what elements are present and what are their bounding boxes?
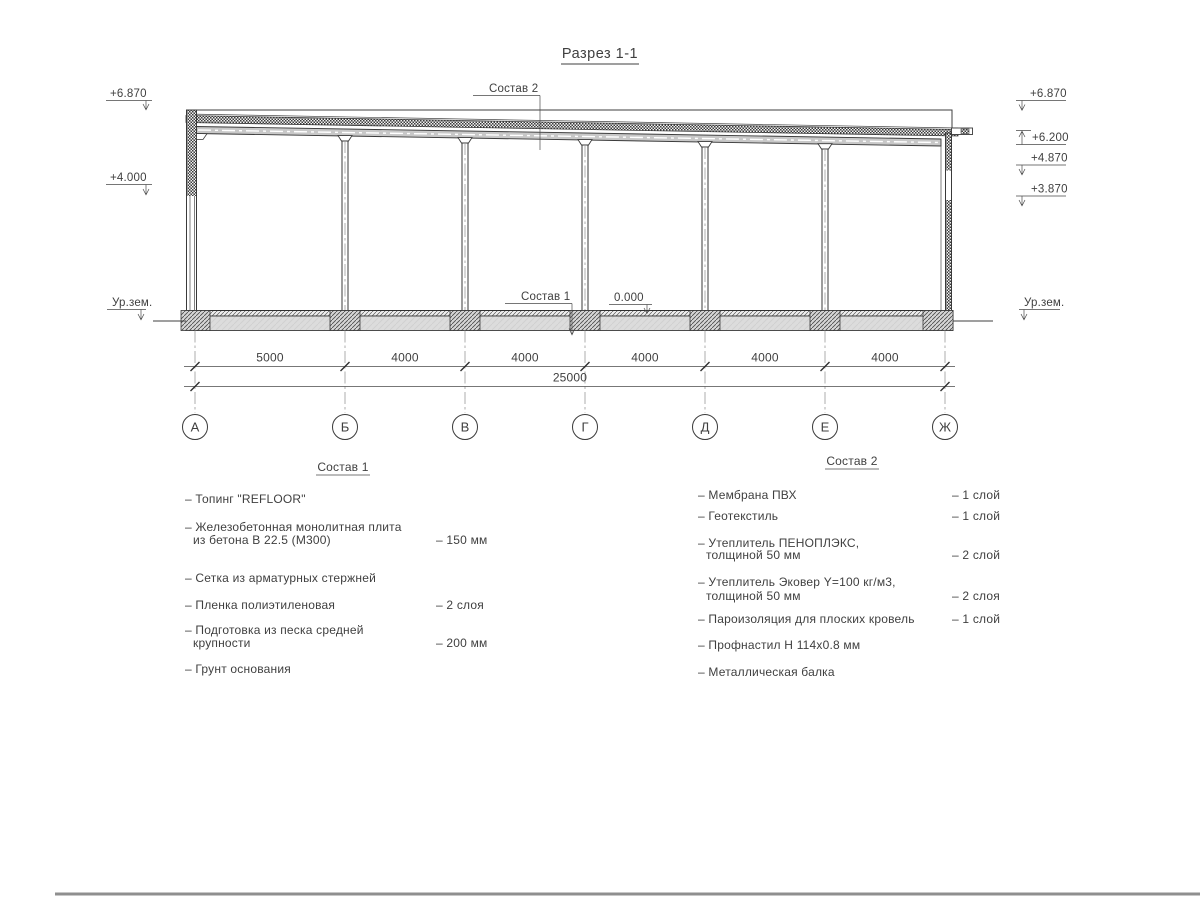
foundation-block xyxy=(330,311,360,331)
right-wall-hatch-top xyxy=(946,134,951,171)
sostav1-heading: Состав 1 xyxy=(317,460,369,474)
elevation-label: +4.870 xyxy=(1031,152,1068,165)
elevation-marks-left xyxy=(106,88,152,320)
column-capital xyxy=(818,144,832,149)
span-dim-label: 4000 xyxy=(871,350,899,365)
column-capital xyxy=(578,140,592,145)
left-wall-hatch xyxy=(187,111,196,197)
list-item-value: – 2 слоя xyxy=(952,589,1000,603)
list-item: – Утеплитель ПЕНОПЛЭКС, xyxy=(698,536,860,550)
span-dim-label: 5000 xyxy=(256,350,284,365)
foundation-block xyxy=(690,311,720,331)
column-capital xyxy=(698,142,712,147)
title-block xyxy=(561,46,639,64)
columns xyxy=(338,136,832,311)
total-dim-label: 25000 xyxy=(552,370,588,385)
sostav1-list xyxy=(185,460,487,676)
axis-bubbles xyxy=(183,415,958,440)
list-item: – Подготовка из песка средней xyxy=(185,623,364,637)
axis-label: А xyxy=(190,419,200,435)
list-item-value: – 2 слой xyxy=(952,548,1001,562)
foundation-block xyxy=(810,311,840,331)
list-item-value: – 1 слой xyxy=(952,612,1001,626)
list-item: – Пароизоляция для плоских кровель xyxy=(698,612,915,626)
left-wall xyxy=(187,110,208,311)
right-wall-hatch-bottom xyxy=(946,200,951,311)
elevation-label: +6.870 xyxy=(110,88,147,100)
list-item: – Топинг "REFLOOR" xyxy=(185,492,306,506)
list-item: – Пленка полиэтиленовая xyxy=(185,598,336,612)
axis-label: Е xyxy=(820,419,830,435)
elevation-marks-right xyxy=(1016,88,1069,320)
elevation-label: +6.200 xyxy=(1032,132,1069,144)
list-item-line2: толщиной 50 мм xyxy=(706,589,801,603)
right-wall xyxy=(941,133,953,331)
column-capital xyxy=(338,136,352,141)
list-item-value: – 1 слой xyxy=(952,509,1001,523)
zero-level-label: 0.000 xyxy=(614,292,644,304)
ground-level-mark xyxy=(1019,310,1060,320)
list-item-line2: крупности xyxy=(193,636,251,650)
sostav2-heading: Состав 2 xyxy=(826,454,878,468)
list-item-line2: из бетона В 22.5 (М300) xyxy=(193,533,331,547)
list-item: – Мембрана ПВХ xyxy=(698,488,797,502)
ground-level-mark xyxy=(107,310,146,320)
drawing-title: Разрез 1-1 xyxy=(561,46,639,62)
span-dim-label: 4000 xyxy=(751,350,779,365)
list-item-value: – 2 слоя xyxy=(436,598,484,612)
span-dim-label: 4000 xyxy=(511,350,539,365)
list-item: – Сетка из арматурных стержней xyxy=(185,571,377,585)
elevation-mark-down xyxy=(106,101,152,110)
list-item: – Утеплитель Эковер Y=100 кг/м3, xyxy=(698,575,896,589)
sostav2-list xyxy=(698,454,1000,679)
axis-label: В xyxy=(460,419,470,435)
span-dim-label: 4000 xyxy=(391,350,419,365)
axis-label: Ж xyxy=(938,419,952,435)
foundation-block xyxy=(450,311,480,331)
elevation-label: +4.000 xyxy=(110,172,147,184)
floor-composition-callout: Состав 1 xyxy=(521,291,571,303)
span-dim-label: 4000 xyxy=(631,350,659,365)
ground-level-label: Ур.зем. xyxy=(112,297,153,309)
axis-label: Б xyxy=(340,419,350,435)
elevation-label: +6.870 xyxy=(1030,88,1067,100)
column-capital xyxy=(458,138,472,143)
elevation-mark-down xyxy=(106,185,152,195)
elevation-mark-down xyxy=(1016,101,1066,111)
elevation-mark-down xyxy=(1016,165,1066,175)
list-item-value: – 1 слой xyxy=(952,488,1001,502)
axis-label: Д xyxy=(700,419,710,435)
list-item: – Грунт основания xyxy=(185,662,291,676)
axis-label: Г xyxy=(581,419,589,435)
floor-slab xyxy=(153,311,993,331)
left-wall-bracket xyxy=(197,134,208,140)
foundation-block xyxy=(570,311,600,331)
bottom-edge-strip xyxy=(55,893,1200,896)
list-item: – Геотекстиль xyxy=(698,509,779,523)
ground-level-label: Ур.зем. xyxy=(1024,297,1065,309)
foundation-block xyxy=(923,311,953,331)
list-item-line2: толщиной 50 мм xyxy=(706,548,801,562)
dimension-block xyxy=(184,331,955,414)
roof-composition-callout: Состав 2 xyxy=(489,83,539,95)
list-item: – Профнастил Н 114х0.8 мм xyxy=(698,638,861,652)
list-item: – Металлическая балка xyxy=(698,665,835,679)
list-item: – Железобетонная монолитная плита xyxy=(185,520,402,534)
elevation-label: +3.870 xyxy=(1031,183,1068,196)
list-item-value: – 200 мм xyxy=(436,636,488,650)
elevation-mark-down xyxy=(1016,196,1066,206)
list-item-value: – 150 мм xyxy=(436,533,488,547)
roof-overhang-cap xyxy=(961,129,969,134)
